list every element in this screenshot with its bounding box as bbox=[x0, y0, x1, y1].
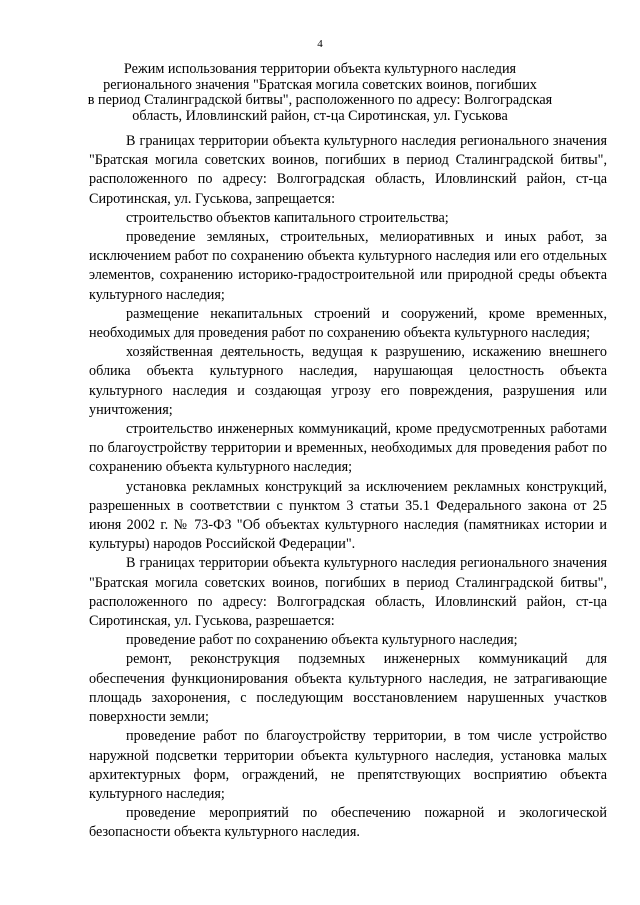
prohibited-item: хозяйственная деятельность, ведущая к разрушению, искажению внешнего облика объекта культурного наследия, нарушающая целостность объекта культурного наследия и создающая угрозу его повреждения, разрушения или уничтожения; bbox=[89, 344, 607, 418]
document-title bbox=[80, 62, 560, 124]
allowed-item: ремонт, реконструкция подземных инженерных коммуникаций для обеспечения функционирования объекта культурного наследия, не затрагивающие площадь захоронения, с последующим восстановлением нарушенных участков поверхности земли; bbox=[89, 651, 607, 726]
document-body bbox=[89, 132, 607, 843]
title-line: Режим использования территории объекта культурного наследия bbox=[123, 61, 517, 77]
intro-prohibited-paragraph: В границах территории объекта культурного наследия регионального значения "Братская могила советских воинов, погибших в период Сталинградской битвы", расположенного по адресу: Волгоградская область, Иловлинский район, ст-ца Сиротинская, ул. Гуськова, запрещается: bbox=[89, 133, 607, 207]
prohibited-item: установка рекламных конструкций за исключением рекламных конструкций, разрешенных в соответствии с пунктом 3 статьи 35.1 Федерального закона от 25 июня 2002 г. № 73-ФЗ "Об объектах культурного наследия (памятниках истории и культуры) народов Российской Федерации". bbox=[89, 478, 607, 553]
prohibited-item: строительство объектов капитального строительства; bbox=[126, 209, 449, 226]
allowed-item: проведение работ по сохранению объекта культурного наследия; bbox=[126, 632, 518, 649]
page-number: 4 bbox=[317, 38, 323, 50]
prohibited-item: проведение земляных, строительных, мелиоративных и иных работ, за исключением работ по сохранению объекта культурного наследия или его отдельных элементов, сохранению историко-градостроительной или природной среды объекта культурного наследия; bbox=[89, 229, 607, 303]
prohibited-item: размещение некапитальных строений и сооружений, кроме временных, необходимых для проведения работ по сохранению объекта культурного наследия; bbox=[89, 305, 607, 342]
allowed-item: проведение работ по благоустройству территории, в том числе устройство наружной подсветки территории объекта культурного наследия, установка малых архитектурных форм, ограждений, не препятствующих восприятию объекта культурного наследия; bbox=[89, 728, 607, 802]
allowed-item: проведение мероприятий по обеспечению пожарной и экологической безопасности объекта культурного наследия. bbox=[89, 805, 607, 841]
prohibited-item: строительство инженерных коммуникаций, кроме предусмотренных работами по благоустройству территории и временных, необходимых для проведения работ по сохранению объекта культурного наследия; bbox=[89, 421, 607, 476]
intro-allowed-paragraph: В границах территории объекта культурного наследия регионального значения "Братская могила советских воинов, погибших в период Сталинградской битвы", расположенного по адресу: Волгоградская область, Иловлинский район, ст-ца Сиротинская, ул. Гуськова, разрешается: bbox=[89, 555, 607, 630]
title-line: в период Сталинградской битвы", расположенного по адресу: Волгоградская bbox=[87, 92, 553, 108]
title-line: регионального значения "Братская могила советских воинов, погибших bbox=[103, 76, 537, 93]
title-line: область, Иловлинский район, ст-ца Сиротинская, ул. Гуськова bbox=[132, 107, 508, 124]
